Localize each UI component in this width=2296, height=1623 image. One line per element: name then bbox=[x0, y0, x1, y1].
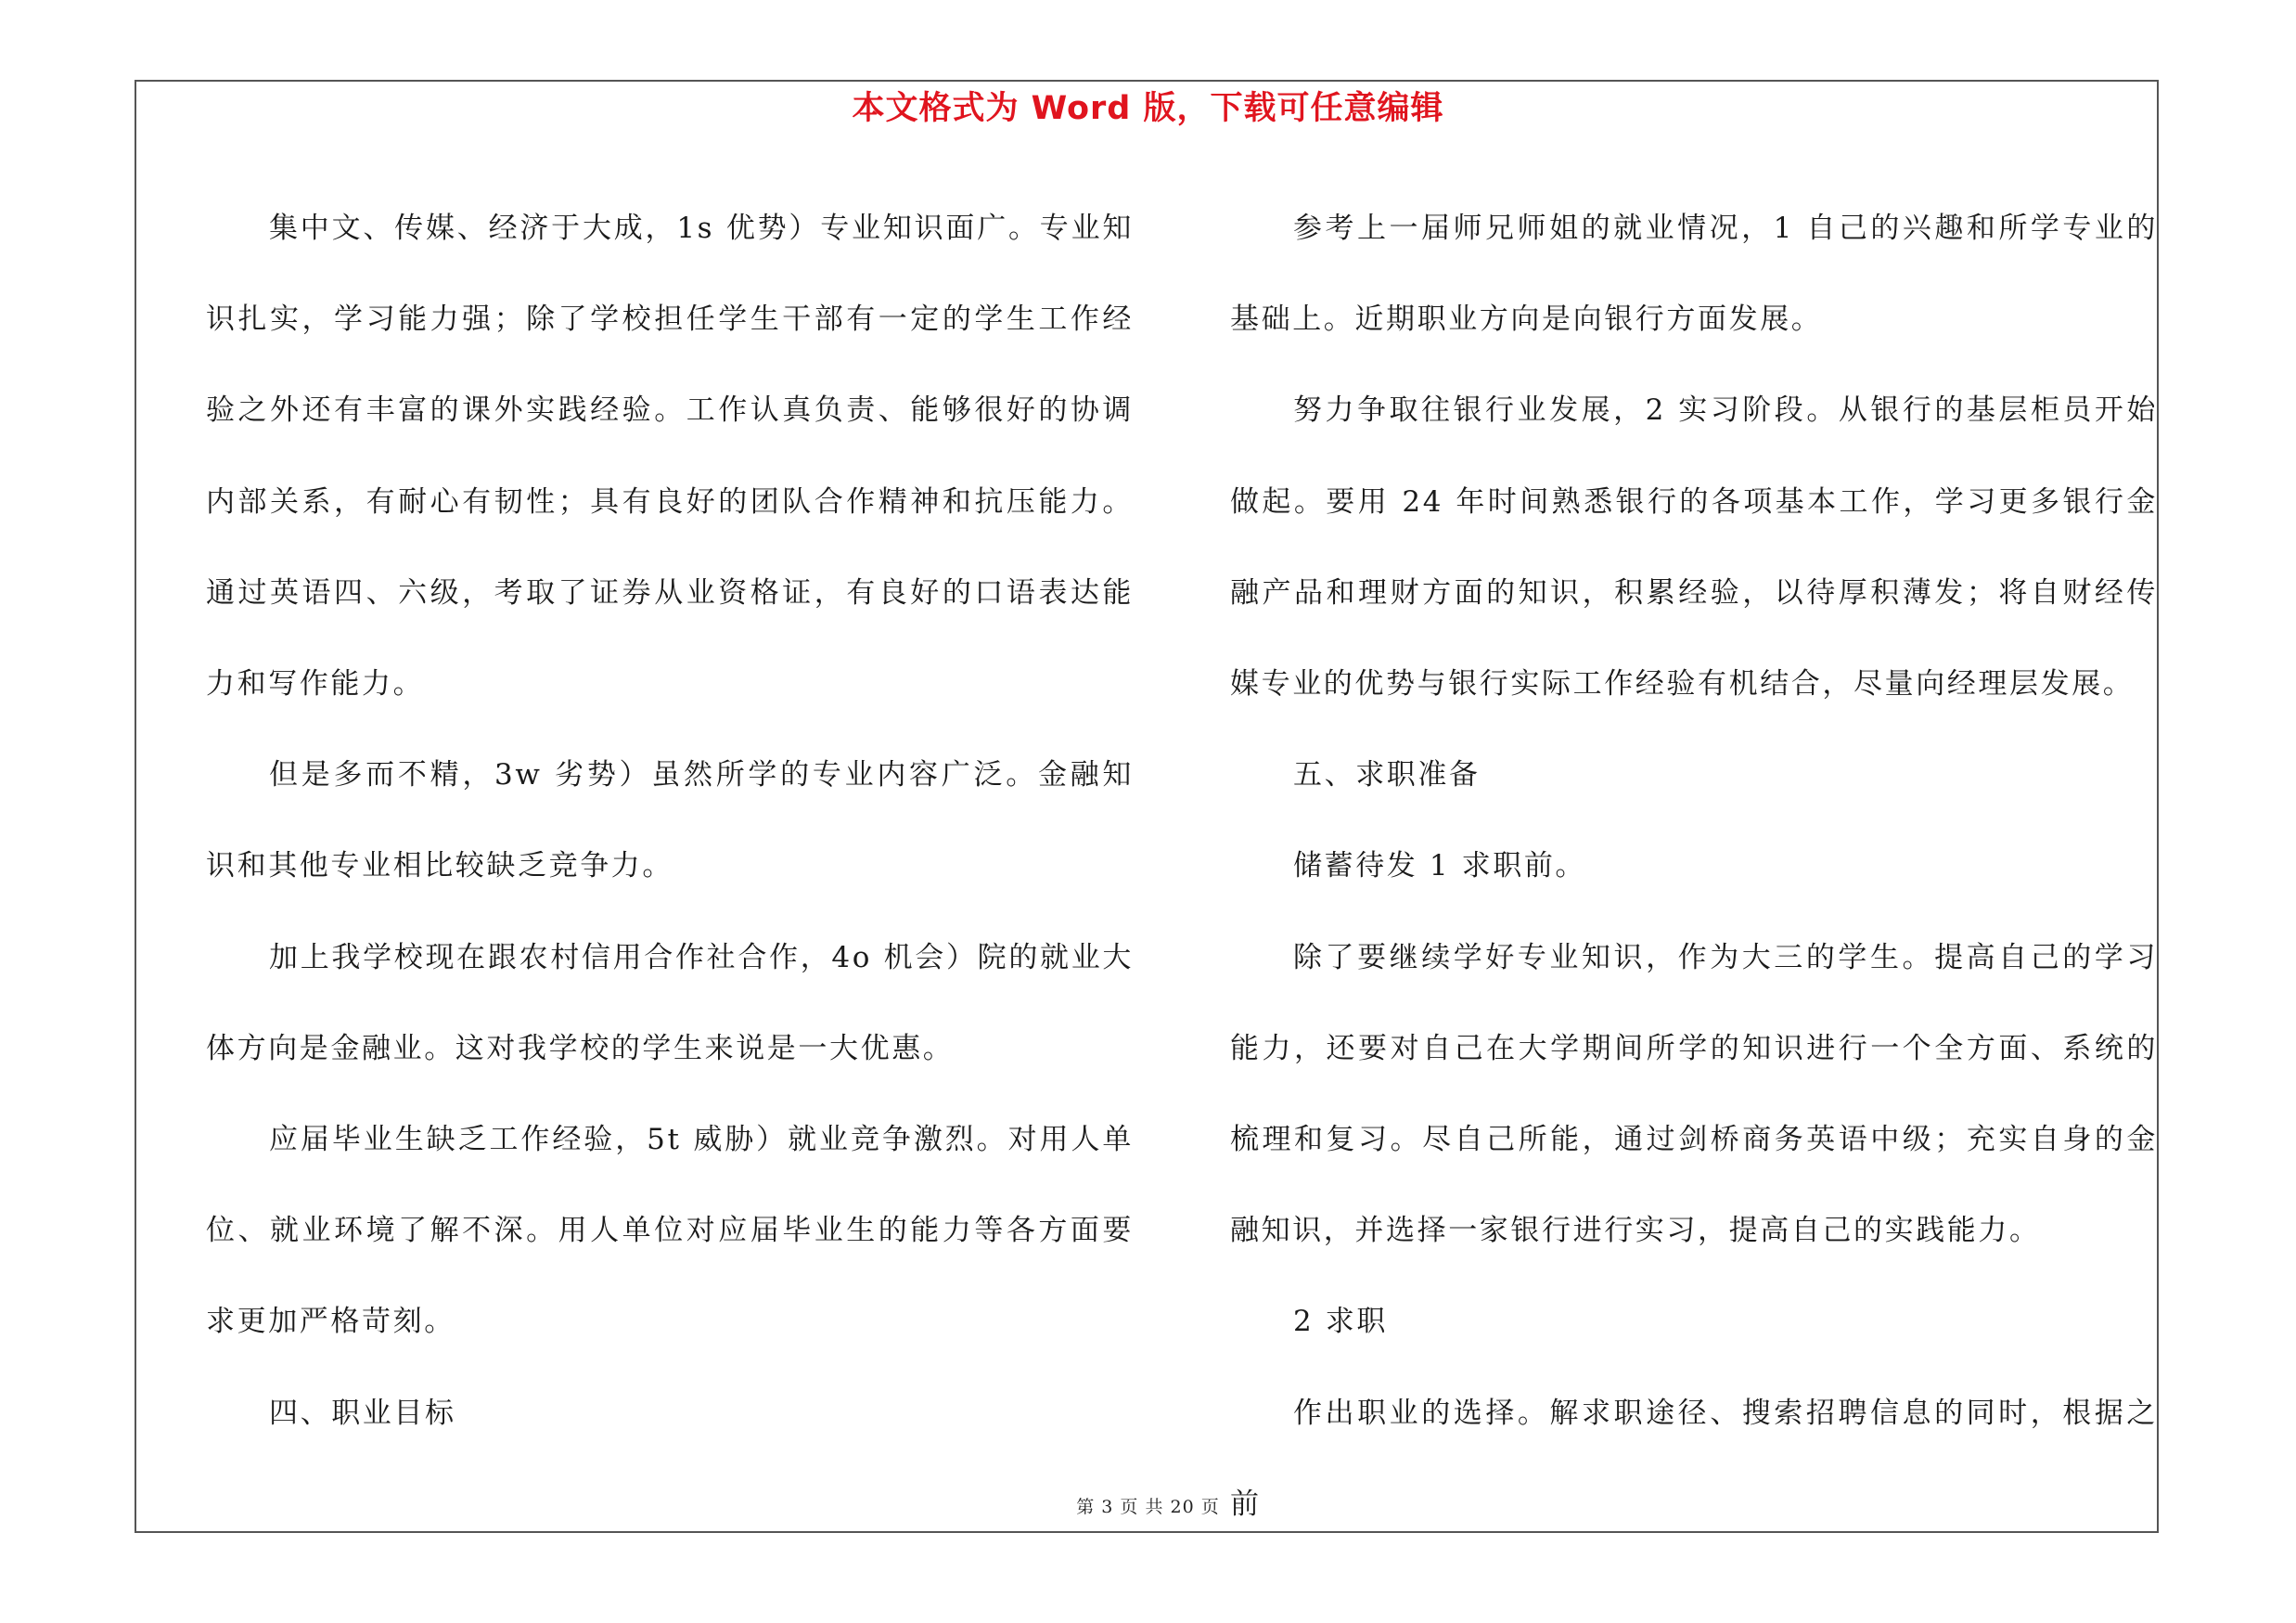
paragraph: 但是多而不精，3w 劣势）虽然所学的专业内容广泛。金融知识和其他专业相比较缺乏竞争力。 bbox=[206, 758, 1134, 883]
left-column bbox=[206, 183, 1134, 1459]
paragraph: 作出职业的选择。解求职途径、搜索招聘信息的同时，根据之前 bbox=[1230, 1396, 2158, 1521]
paragraph: 集中文、传媒、经济于大成，1s 优势）专业知识面广。专业知识扎实，学习能力强；除了学校担任学生干部有一定的学生工作经验之外还有丰富的课外实践经验。工作认真负责、能够很好的协调内部关系，有耐心有韧性；具有良好的团队合作精神和抗压能力。通过英语四、六级，考取了证券从业资格证，有良好的口语表达能力和写作能力。 bbox=[206, 212, 1134, 702]
paragraph: 努力争取往银行业发展，2 实习阶段。从银行的基层柜员开始做起。要用 24 年时间熟悉银行的各项基本工作，学习更多银行金融产品和理财方面的知识，积累经验，以待厚积薄发；将自财经传媒专业的优势与银行实际工作经验有机结合，尽量向经理层发展。 bbox=[1230, 393, 2158, 702]
section-heading: 五、求职准备 bbox=[1293, 758, 1481, 792]
subheading: 储蓄待发 1 求职前。 bbox=[1293, 849, 1587, 883]
header-title: 本文格式为 Word 版，下载可任意编辑 bbox=[852, 90, 1444, 127]
right-column bbox=[1230, 183, 2158, 1550]
section-heading: 四、职业目标 bbox=[269, 1396, 456, 1430]
page-number: 第 3 页 共 20 页 bbox=[1076, 1497, 1220, 1517]
paragraph: 加上我学校现在跟农村信用合作社合作，4o 机会）院的就业大体方向是金融业。这对我学校的学生来说是一大优惠。 bbox=[206, 940, 1134, 1065]
subheading: 2 求职 bbox=[1293, 1305, 1388, 1339]
paragraph: 参考上一届师兄师姐的就业情况，1 自己的兴趣和所学专业的基础上。近期职业方向是向银行方面发展。 bbox=[1230, 212, 2158, 337]
paragraph: 除了要继续学好专业知识，作为大三的学生。提高自己的学习能力，还要对自己在大学期间所学的知识进行一个全方面、系统的梳理和复习。尽自己所能，通过剑桥商务英语中级；充实自身的金融知识，并选择一家银行进行实习，提高自己的实践能力。 bbox=[1230, 940, 2158, 1248]
paragraph: 应届毕业生缺乏工作经验，5t 威胁）就业竞争激烈。对用人单位、就业环境了解不深。用人单位对应届毕业生的能力等各方面要求更加严格苛刻。 bbox=[206, 1123, 1134, 1339]
